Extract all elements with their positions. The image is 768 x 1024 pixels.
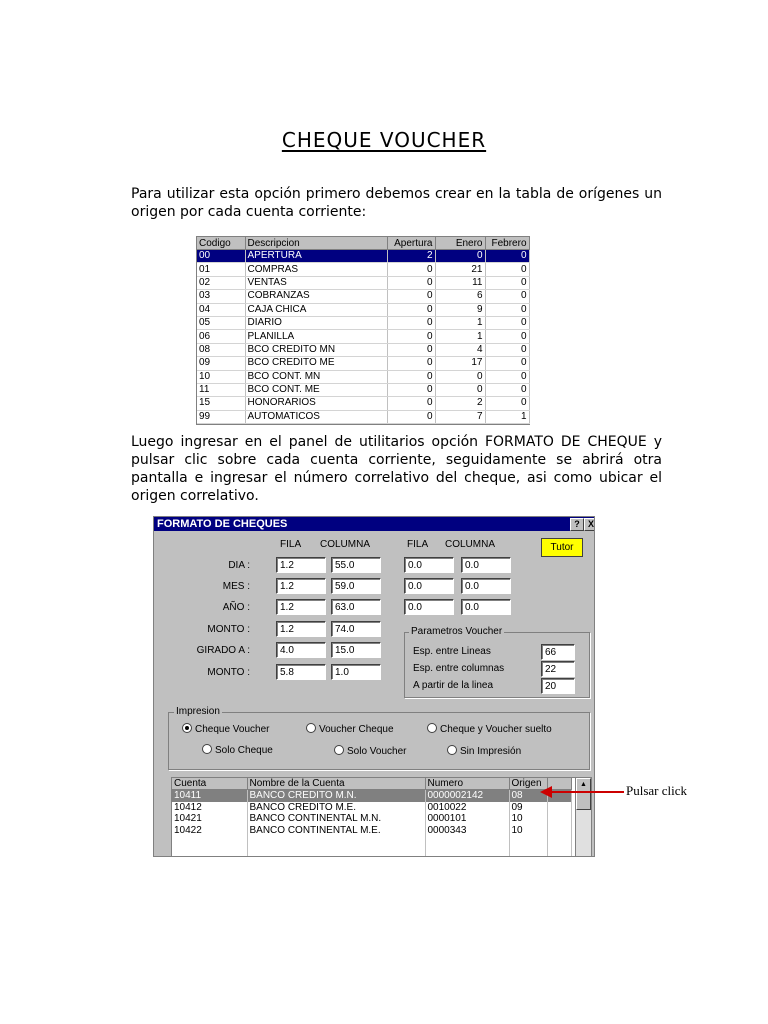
radio-icon[interactable]	[202, 744, 212, 754]
radio-icon[interactable]	[334, 745, 344, 755]
voucher-params-title: Parametros Voucher	[411, 626, 503, 637]
field-label: DIA :	[228, 560, 250, 571]
origins-cell: 0	[435, 370, 485, 383]
origins-cell: 0	[485, 330, 529, 343]
origins-cell: 10	[197, 370, 245, 383]
account-cell: 0000343	[425, 825, 509, 837]
fila-header: FILA	[280, 539, 302, 550]
origins-header-cell[interactable]: Enero	[435, 237, 485, 250]
voucher-param-label: Esp. entre Lineas	[413, 646, 491, 657]
origins-cell: 09	[197, 357, 245, 370]
origins-cell: 1	[435, 316, 485, 329]
origins-table	[196, 236, 530, 425]
origins-header-cell[interactable]: Febrero	[485, 237, 529, 250]
radio-label: Solo Voucher	[347, 746, 407, 757]
impresion-group	[168, 712, 590, 770]
empty-cell	[547, 836, 571, 848]
columna-header: COLUMNA	[320, 539, 371, 550]
origins-cell: 1	[485, 410, 529, 423]
fila-input[interactable]: 1.2	[276, 557, 326, 573]
origins-cell: 00	[197, 250, 245, 263]
grid-header-cell[interactable]: Nombre de la Cuenta	[247, 778, 425, 790]
origins-cell: 0	[387, 263, 435, 276]
origins-cell: 0	[485, 276, 529, 289]
origins-cell: DIARIO	[245, 316, 387, 329]
account-cell: 08	[509, 790, 547, 802]
origins-cell: 7	[435, 410, 485, 423]
page-title: CHEQUE VOUCHER	[281, 128, 487, 152]
origins-cell: COBRANZAS	[245, 290, 387, 303]
fila-header-right: FILA	[407, 539, 429, 550]
origins-cell: 03	[197, 290, 245, 303]
origins-cell: CAJA CHICA	[245, 303, 387, 316]
fila-input[interactable]: 4.0	[276, 642, 326, 658]
origins-cell: 05	[197, 316, 245, 329]
account-cell: 10422	[172, 825, 247, 837]
origins-cell: 0	[387, 383, 435, 396]
origins-cell: BCO CREDITO MN	[245, 343, 387, 356]
radio-label: Cheque y Voucher suelto	[440, 724, 552, 735]
right-columna-input[interactable]: 0.0	[461, 578, 511, 594]
fila-input[interactable]: 1.2	[276, 599, 326, 615]
radio-label: Cheque Voucher	[195, 724, 270, 735]
origins-cell: 0	[387, 370, 435, 383]
empty-cell	[247, 836, 425, 848]
origins-row[interactable]	[197, 383, 529, 396]
origins-cell: 9	[435, 303, 485, 316]
origins-cell: 0	[435, 383, 485, 396]
formato-cheques-dialog	[153, 516, 595, 857]
origins-row[interactable]	[197, 290, 529, 303]
voucher-param-input[interactable]: 20	[541, 678, 575, 694]
right-columna-input[interactable]: 0.0	[461, 557, 511, 573]
origins-row[interactable]	[197, 276, 529, 289]
account-cell: 10	[509, 825, 547, 837]
radio-label: Voucher Cheque	[319, 724, 394, 735]
origins-cell: 0	[387, 410, 435, 423]
account-cell: BANCO CONTINENTAL M.N.	[247, 813, 425, 825]
origins-row[interactable]	[197, 357, 529, 370]
origins-cell: 17	[435, 357, 485, 370]
empty-row	[172, 836, 571, 848]
account-cell: 0010022	[425, 802, 509, 814]
origins-cell: 0	[485, 290, 529, 303]
impresion-radio[interactable]	[447, 745, 521, 757]
empty-row	[172, 848, 571, 858]
tutor-button[interactable]: Tutor	[541, 538, 583, 557]
origins-cell: AUTOMATICOS	[245, 410, 387, 423]
voucher-param-input[interactable]: 66	[541, 644, 575, 660]
origins-cell: 0	[387, 290, 435, 303]
empty-cell	[172, 836, 247, 848]
account-cell-empty	[547, 802, 571, 814]
right-fila-input[interactable]: 0.0	[404, 578, 454, 594]
origins-row[interactable]	[197, 343, 529, 356]
empty-cell	[247, 848, 425, 858]
grid-header-cell[interactable]: Origen	[509, 778, 547, 790]
empty-cell	[509, 848, 547, 858]
impresion-title: Impresion	[176, 706, 220, 717]
account-cell-empty	[547, 825, 571, 837]
origins-cell: APERTURA	[245, 250, 387, 263]
radio-label: Sin Impresión	[460, 746, 522, 757]
empty-cell	[547, 848, 571, 858]
origins-cell: 0	[485, 397, 529, 410]
voucher-param-label: Esp. entre columnas	[413, 663, 505, 674]
origins-header-row	[197, 237, 529, 250]
impresion-radio[interactable]	[182, 723, 270, 735]
origins-cell: 0	[485, 383, 529, 396]
fila-input[interactable]: 1.2	[276, 578, 326, 594]
field-label: MES :	[222, 581, 250, 592]
dialog-title-bar	[154, 517, 594, 531]
grid-header-cell[interactable]: Cuenta	[172, 778, 247, 790]
origins-header-cell[interactable]: Descripcion	[245, 237, 387, 250]
empty-cell	[425, 836, 509, 848]
origins-cell: 11	[197, 383, 245, 396]
origins-cell: 99	[197, 410, 245, 423]
account-cell: 0000002142	[425, 790, 509, 802]
origins-cell: PLANILLA	[245, 330, 387, 343]
account-cell: 10	[509, 813, 547, 825]
field-label: MONTO :	[207, 667, 250, 678]
help-button[interactable]: ?	[570, 518, 584, 531]
accounts-grid	[171, 777, 592, 857]
origins-cell: BCO CONT. MN	[245, 370, 387, 383]
columna-input[interactable]: 15.0	[331, 642, 381, 658]
origins-cell: 0	[485, 316, 529, 329]
impresion-radio[interactable]	[334, 745, 407, 757]
origins-cell: 1	[435, 330, 485, 343]
origins-cell: 06	[197, 330, 245, 343]
origins-cell: 6	[435, 290, 485, 303]
origins-row[interactable]	[197, 370, 529, 383]
account-cell: 09	[509, 802, 547, 814]
account-cell: BANCO CONTINENTAL M.E.	[247, 825, 425, 837]
origins-cell: VENTAS	[245, 276, 387, 289]
columna-input[interactable]: 74.0	[331, 621, 381, 637]
grid-header-row	[172, 778, 571, 790]
origins-cell: BCO CREDITO ME	[245, 357, 387, 370]
impresion-radio[interactable]	[427, 723, 552, 735]
origins-row[interactable]	[197, 250, 529, 263]
close-button[interactable]: X	[584, 518, 595, 531]
grid-header-cell[interactable]: Numero	[425, 778, 509, 790]
origins-cell: 0	[485, 357, 529, 370]
origins-row[interactable]	[197, 397, 529, 410]
origins-cell: 08	[197, 343, 245, 356]
origins-cell: 0	[387, 357, 435, 370]
origins-header-cell[interactable]: Codigo	[197, 237, 245, 250]
account-cell: 10412	[172, 802, 247, 814]
origins-cell: 0	[485, 263, 529, 276]
radio-icon[interactable]	[182, 723, 192, 733]
account-row[interactable]	[172, 790, 571, 802]
account-cell: 0000101	[425, 813, 509, 825]
origins-cell: 04	[197, 303, 245, 316]
origins-cell: BCO CONT. ME	[245, 383, 387, 396]
columna-input[interactable]: 1.0	[331, 664, 381, 680]
origins-header-cell[interactable]: Apertura	[387, 237, 435, 250]
right-fila-input[interactable]: 0.0	[404, 599, 454, 615]
account-row[interactable]	[172, 802, 571, 814]
origins-cell: 11	[435, 276, 485, 289]
origins-cell: COMPRAS	[245, 263, 387, 276]
radio-label: Solo Cheque	[215, 745, 273, 756]
radio-icon[interactable]	[447, 745, 457, 755]
account-cell: 10421	[172, 813, 247, 825]
origins-row[interactable]	[197, 303, 529, 316]
columna-input[interactable]: 63.0	[331, 599, 381, 615]
right-columna-input[interactable]: 0.0	[461, 599, 511, 615]
voucher-param-input[interactable]: 22	[541, 661, 575, 677]
origins-cell: 0	[387, 276, 435, 289]
origins-cell: 0	[435, 250, 485, 263]
origins-cell: 2	[435, 397, 485, 410]
field-label: AÑO :	[222, 602, 250, 613]
origins-row[interactable]	[197, 316, 529, 329]
voucher-param-label: A partir de la linea	[413, 680, 494, 691]
account-row[interactable]	[172, 825, 571, 837]
columna-header-right: COLUMNA	[445, 539, 496, 550]
right-fila-input[interactable]: 0.0	[404, 557, 454, 573]
account-cell-empty	[547, 813, 571, 825]
origins-cell: 0	[387, 303, 435, 316]
empty-cell	[509, 836, 547, 848]
origins-cell: 0	[485, 250, 529, 263]
field-label: MONTO :	[207, 624, 250, 635]
instructions-paragraph: Luego ingresar en el panel de utilitarios opción FORMATO DE CHEQUE y pulsar clic sobre cada cuenta corriente, seguidamente se abrirá otra pantalla e ingresar el número correlativo del cheque, asi como ubicar el origen correlativo.	[131, 434, 662, 504]
intro-paragraph: Para utilizar esta opción primero debemos crear en la tabla de orígenes un origen por cada cuenta corriente:	[131, 186, 662, 220]
origins-cell: 01	[197, 263, 245, 276]
dialog-title: FORMATO DE CHEQUES	[157, 518, 288, 530]
fila-input[interactable]: 1.2	[276, 621, 326, 637]
origins-cell: 0	[387, 330, 435, 343]
origins-cell: 4	[435, 343, 485, 356]
origins-row[interactable]	[197, 263, 529, 276]
fila-input[interactable]: 5.8	[276, 664, 326, 680]
columna-input[interactable]: 59.0	[331, 578, 381, 594]
origins-cell: 21	[435, 263, 485, 276]
origins-cell: 0	[387, 397, 435, 410]
click-annotation: Pulsar click	[626, 783, 688, 798]
origins-cell: 0	[485, 343, 529, 356]
origins-cell: HONORARIOS	[245, 397, 387, 410]
origins-row[interactable]	[197, 330, 529, 343]
account-cell: 10411	[172, 790, 247, 802]
arrow-icon	[540, 785, 624, 799]
field-label: GIRADO A :	[196, 645, 250, 656]
origins-row[interactable]	[197, 410, 529, 423]
origins-cell: 0	[485, 303, 529, 316]
origins-cell: 0	[387, 343, 435, 356]
scroll-up-icon[interactable]: ▲	[576, 778, 591, 792]
radio-icon[interactable]	[306, 723, 316, 733]
account-cell: BANCO CREDITO M.E.	[247, 802, 425, 814]
columna-input[interactable]: 55.0	[331, 557, 381, 573]
impresion-radio[interactable]	[202, 744, 273, 756]
origins-cell: 02	[197, 276, 245, 289]
origins-cell: 0	[387, 316, 435, 329]
account-cell: BANCO CREDITO M.N.	[247, 790, 425, 802]
empty-cell	[425, 848, 509, 858]
origins-cell: 0	[485, 370, 529, 383]
radio-icon[interactable]	[427, 723, 437, 733]
empty-cell	[172, 848, 247, 858]
origins-cell: 15	[197, 397, 245, 410]
account-row[interactable]	[172, 813, 571, 825]
impresion-radio[interactable]	[306, 723, 394, 735]
origins-cell: 2	[387, 250, 435, 263]
